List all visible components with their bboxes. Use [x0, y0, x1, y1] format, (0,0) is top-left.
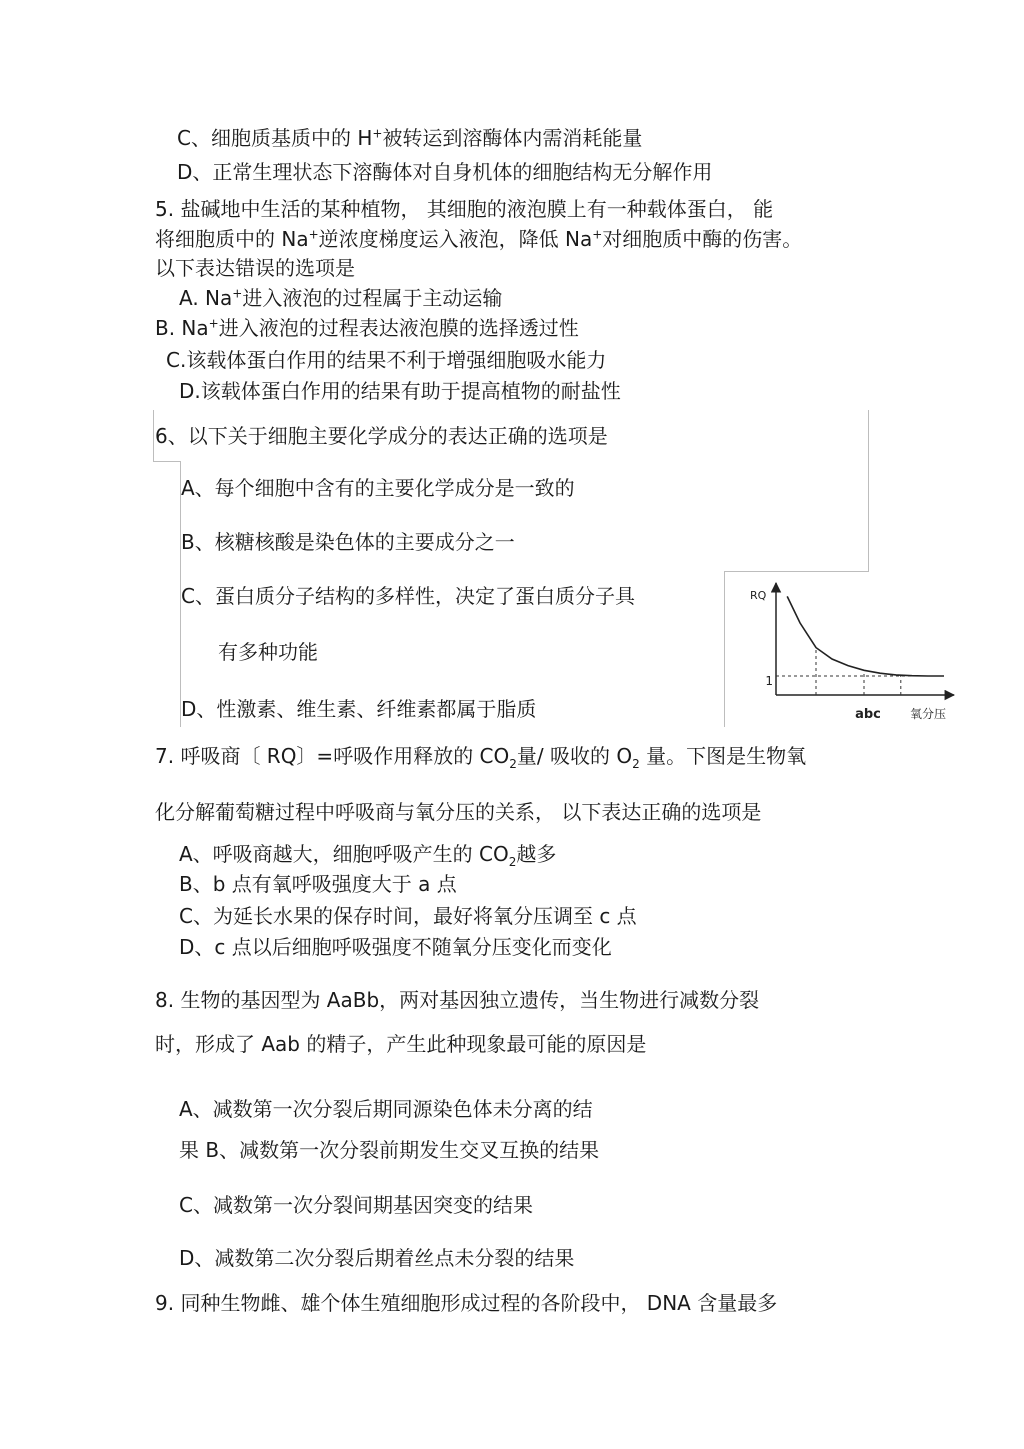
frame-line-right — [868, 410, 869, 572]
q7-option-b: B、b 点有氧呼吸强度大于 a 点 — [179, 872, 457, 896]
q6-option-d: D、性激素、维生素、纤维素都属于脂质 — [181, 697, 537, 721]
q7-stem-line1: 7. 呼吸商〔 RQ〕=呼吸作用释放的 $CO_2$量/ 吸收的 $O_2$ 量。下图是生物氧 — [155, 744, 807, 771]
q8-stem-line2: 时，形成了 Aab 的精子，产生此种现象最可能的原因是 — [155, 1032, 647, 1056]
q5-stem-line3: 以下表达错误的选项是 — [155, 256, 355, 280]
frame-line-left-top — [153, 410, 154, 462]
frame-line-step — [153, 461, 181, 462]
q7-option-c: C、为延长水果的保存时间，最好将氧分压调至 c 点 — [179, 904, 637, 928]
q8-option-d: D、减数第二次分裂后期着丝点未分裂的结果 — [179, 1246, 575, 1270]
q4-option-c: C、细胞质基质中的 H+被转运到溶酶体内需消耗能量 — [177, 126, 643, 150]
q6-stem: 6、以下关于细胞主要化学成分的表达正确的选项是 — [155, 424, 608, 448]
q6-option-a: A、每个细胞中含有的主要化学成分是一致的 — [181, 476, 575, 500]
q6-option-b: B、核糖核酸是染色体的主要成分之一 — [181, 530, 515, 554]
chart-xlabel: 氧分压 — [910, 707, 947, 721]
q6-option-c-line1: C、蛋白质分子结构的多样性，决定了蛋白质分子具 — [181, 584, 635, 608]
q4-option-d: D、正常生理状态下溶酶体对自身机体的细胞结构无分解作用 — [177, 160, 713, 184]
q8-option-c: C、减数第一次分裂间期基因突变的结果 — [179, 1193, 533, 1217]
q6-option-c-line2: 有多种功能 — [218, 640, 318, 664]
frame-line-chart-left — [724, 571, 725, 727]
q5-option-c: C.该载体蛋白作用的结果不利于增强细胞吸水能力 — [166, 348, 607, 372]
q7-stem-line2: 化分解葡萄糖过程中呼吸商与氧分压的关系， 以下表达正确的选项是 — [155, 800, 762, 824]
q9-stem: 9. 同种生物雌、雄个体生殖细胞形成过程的各阶段中， DNA 含量最多 — [155, 1291, 778, 1315]
q8-stem-line1: 8. 生物的基因型为 AaBb，两对基因独立遗传，当生物进行减数分裂 — [155, 988, 760, 1012]
q5-stem-line2: 将细胞质中的 Na+逆浓度梯度运入液泡，降低 Na+对细胞质中酶的伤害。 — [155, 227, 803, 251]
chart-guide-lines — [776, 648, 944, 695]
chart-abc-label: abc — [855, 707, 881, 722]
frame-line-chart-top — [724, 571, 869, 572]
chart-ylabel: RQ — [750, 589, 767, 602]
q5-option-b: B. Na+进入液泡的过程表达液泡膜的选择透过性 — [155, 316, 579, 340]
q7-option-a: A、呼吸商越大，细胞呼吸产生的 $CO_2$越多 — [179, 842, 557, 869]
q5-option-d: D.该载体蛋白作用的结果有助于提高植物的耐盐性 — [179, 379, 621, 403]
q8-option-a-line1: A、减数第一次分裂后期同源染色体未分离的结 — [179, 1097, 593, 1121]
q5-option-a: A. Na+进入液泡的过程属于主动运输 — [179, 286, 503, 310]
chart-tick-1: 1 — [765, 674, 773, 688]
rq-curve-series — [787, 596, 944, 676]
q7-option-d: D、c 点以后细胞呼吸强度不随氧分压变化而变化 — [179, 935, 612, 959]
q8-option-a-line2: 果 B、减数第一次分裂前期发生交叉互换的结果 — [179, 1138, 600, 1162]
q5-stem-line1: 5. 盐碱地中生活的某种植物， 其细胞的液泡膜上有一种载体蛋白， 能 — [155, 197, 774, 221]
rq-oxygen-chart — [740, 575, 960, 725]
